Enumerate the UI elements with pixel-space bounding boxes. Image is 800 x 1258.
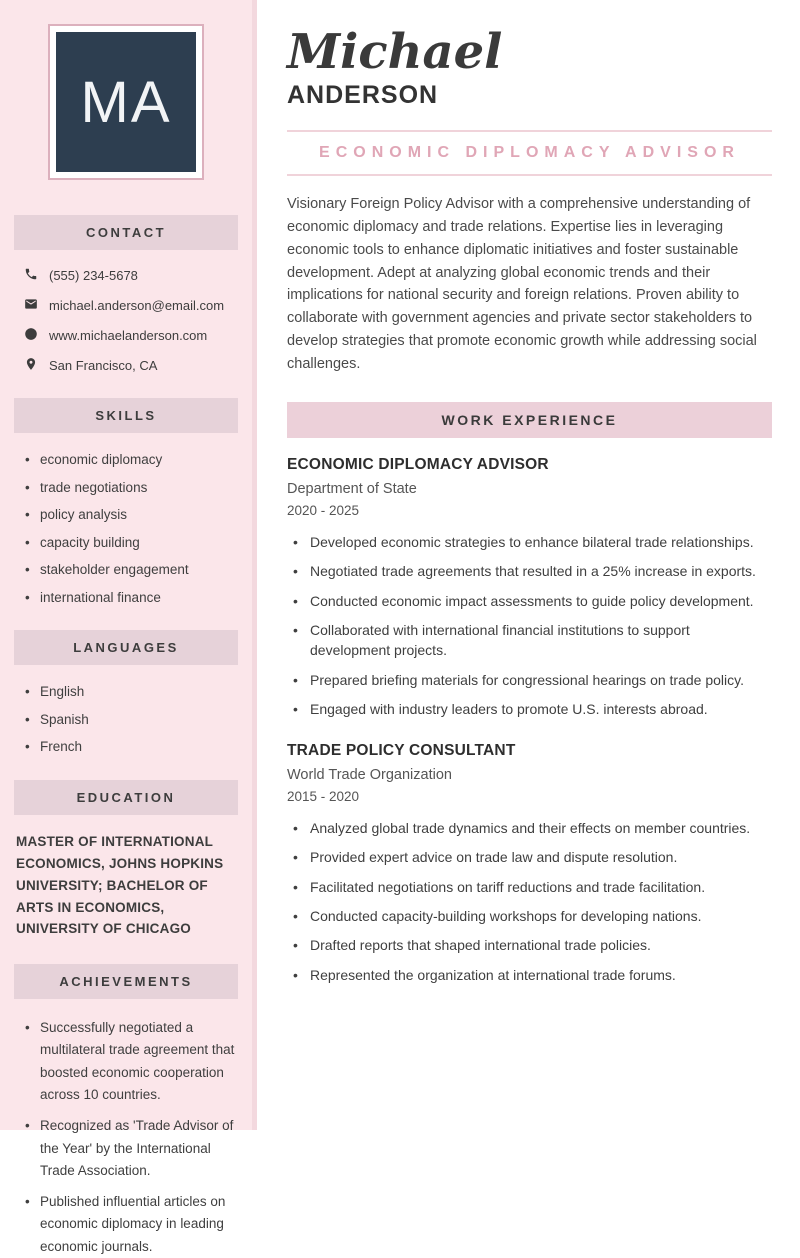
list-item: • French [24,738,242,756]
location-pin-icon [24,357,38,374]
job-entry [287,456,772,719]
job-title-block [287,130,772,176]
education-text: MASTER OF INTERNATIONAL ECONOMICS, JOHNS HOPKINS UNIVERSITY; BACHELOR OF ARTS IN ECONOMICS, UNIVERSITY OF CHICAGO [16,833,224,937]
phone-icon [24,267,38,284]
list-item: • Conducted economic impact assessments to guide policy development. [293,591,772,611]
languages-list [24,683,242,756]
list-item: • Facilitated negotiations on tariff reductions and trade facilitation. [293,877,772,897]
list-item: • Analyzed global trade dynamics and their effects on member countries. [293,818,772,838]
list-item: • Negotiated trade agreements that resulted in a 25% increase in exports. [293,561,772,581]
job-entry-title: TRADE POLICY CONSULTANT [287,742,516,760]
contact-website: www.michaelanderson.com [49,328,208,343]
contact-email: michael.anderson@email.com [49,298,225,313]
list-item: • Represented the organization at international trade forums. [293,965,772,985]
contact-list [24,267,242,374]
contact-item-email [24,297,242,314]
list-item: • Published influential articles on economic diplomacy in leading economic journals. [24,1191,242,1258]
list-item: • Recognized as 'Trade Advisor of the Year' by the International Trade Association. [24,1115,242,1182]
list-item: • Collaborated with international financial institutions to support development projects. [293,620,772,661]
globe-icon [24,327,38,344]
education-section-header: EDUCATION [14,780,238,815]
achievements-section-header: ACHIEVEMENTS [14,964,238,999]
job-entry-dates: 2020 - 2025 [287,503,360,519]
main-column [287,0,772,994]
skills-section-header: SKILLS [14,398,238,433]
monogram-frame [48,24,204,180]
list-item: • international finance [24,589,242,607]
monogram: MA [56,32,196,172]
contact-item-phone [24,267,242,284]
list-item: • Engaged with industry leaders to promote U.S. interests abroad. [293,699,772,719]
languages-section-header: LANGUAGES [14,630,238,665]
list-item: • policy analysis [24,506,242,524]
contact-location: San Francisco, CA [49,358,158,373]
job-entry [287,742,772,985]
contact-item-location [24,357,242,374]
job-title-text: ECONOMIC DIPLOMACY ADVISOR [319,143,740,161]
list-item: • Successfully negotiated a multilateral trade agreement that boosted economic cooperation across 10 countries. [24,1017,242,1106]
job-entry-company: Department of State [287,481,417,498]
list-item: • trade negotiations [24,479,242,497]
first-name: Michael [287,24,503,80]
contact-item-website [24,327,242,344]
list-item: • stakeholder engagement [24,561,242,579]
list-item: • Developed economic strategies to enhance bilateral trade relationships. [293,532,772,552]
achievements-list [24,1017,242,1258]
job-bullet-list [293,532,772,719]
list-item: • Conducted capacity-building workshops for developing nations. [293,906,772,926]
sidebar [0,0,252,1254]
job-entry-title: ECONOMIC DIPLOMACY ADVISOR [287,456,549,474]
job-entry-company: World Trade Organization [287,767,452,784]
list-item: • Provided expert advice on trade law and dispute resolution. [293,847,772,867]
skills-list [24,451,242,606]
list-item: • Drafted reports that shaped international trade policies. [293,935,772,955]
contact-phone: (555) 234-5678 [49,268,138,283]
list-item: • capacity building [24,534,242,552]
job-bullet-list [293,818,772,985]
envelope-icon [24,297,38,314]
list-item: • Spanish [24,711,242,729]
last-name: ANDERSON [287,80,439,109]
list-item: • Prepared briefing materials for congressional hearings on trade policy. [293,670,772,690]
summary-paragraph: Visionary Foreign Policy Advisor with a comprehensive understanding of economic diplomacy and trade relations. Expertise lies in leveraging economic tools to enhance diplomatic initiatives and foster sustainable development. Adept at analyzing global economic trends and their implications for national security and foreign relations. Proven ability to collaborate with government agencies and private sector stakeholders to develop strategies that promote economic growth while addressing social challenges. [287,195,757,373]
list-item: • economic diplomacy [24,451,242,469]
contact-section-header: CONTACT [14,215,238,250]
job-entry-dates: 2015 - 2020 [287,789,360,805]
work-experience-header: WORK EXPERIENCE [287,402,772,438]
list-item: • English [24,683,242,701]
sidebar-divider [252,0,257,1130]
